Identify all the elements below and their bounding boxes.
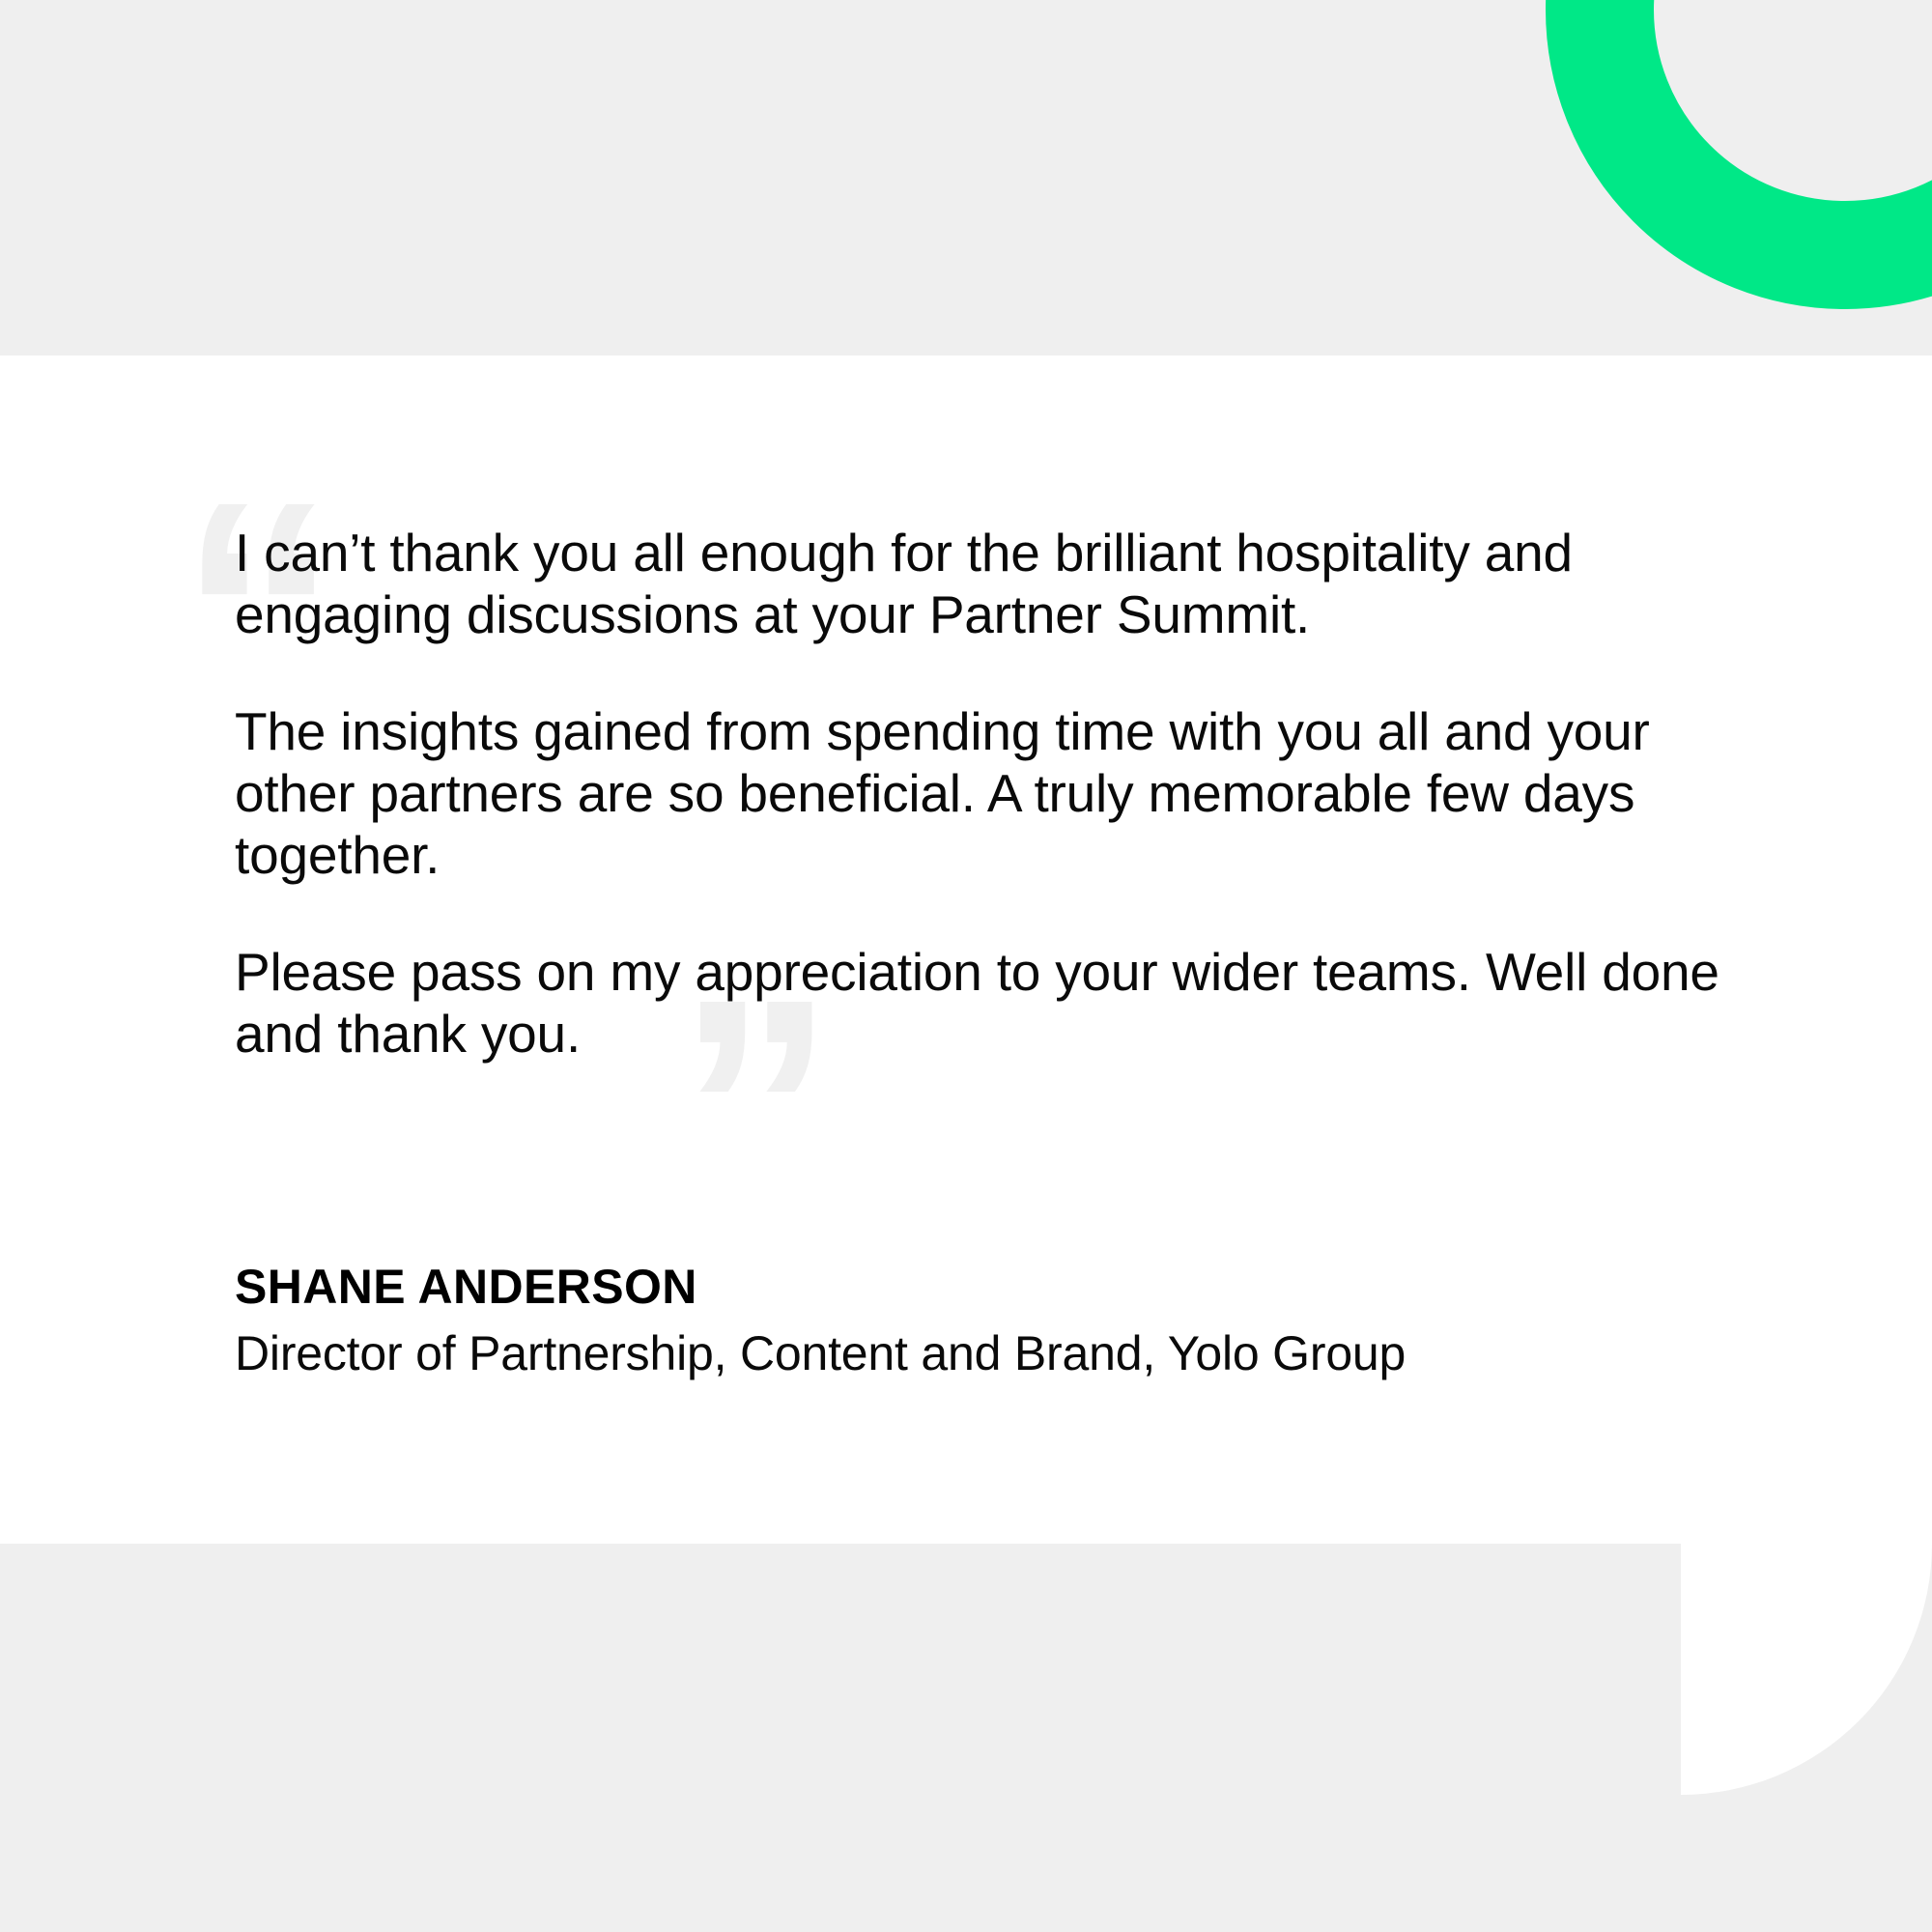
quote-paragraph-2: The insights gained from spending time with you all and your other partners are so beneficial. A truly memorable few days together. bbox=[235, 700, 1650, 886]
quote-card-corner-fill bbox=[1806, 355, 1932, 481]
quote-close-icon: ” bbox=[676, 932, 836, 1289]
attribution-role: Director of Partnership, Content and Brand, Yolo Group bbox=[235, 1326, 1406, 1380]
quote-text-block bbox=[235, 522, 1722, 1065]
bottom-background-band bbox=[0, 1544, 1932, 1932]
attribution-block bbox=[235, 1261, 1406, 1380]
quote-paragraph-1: I can’t thank you all enough for the brilliant hospitality and engaging discussions at your Partner Summit. bbox=[235, 523, 1573, 645]
attribution-name: SHANE ANDERSON bbox=[235, 1260, 697, 1314]
quote-open-icon: “ bbox=[179, 435, 338, 791]
quote-paragraph-3: Please pass on my appreciation to your wider teams. Well done and thank you. bbox=[235, 941, 1719, 1065]
green-ring-arc-decoration bbox=[1546, 0, 1932, 309]
